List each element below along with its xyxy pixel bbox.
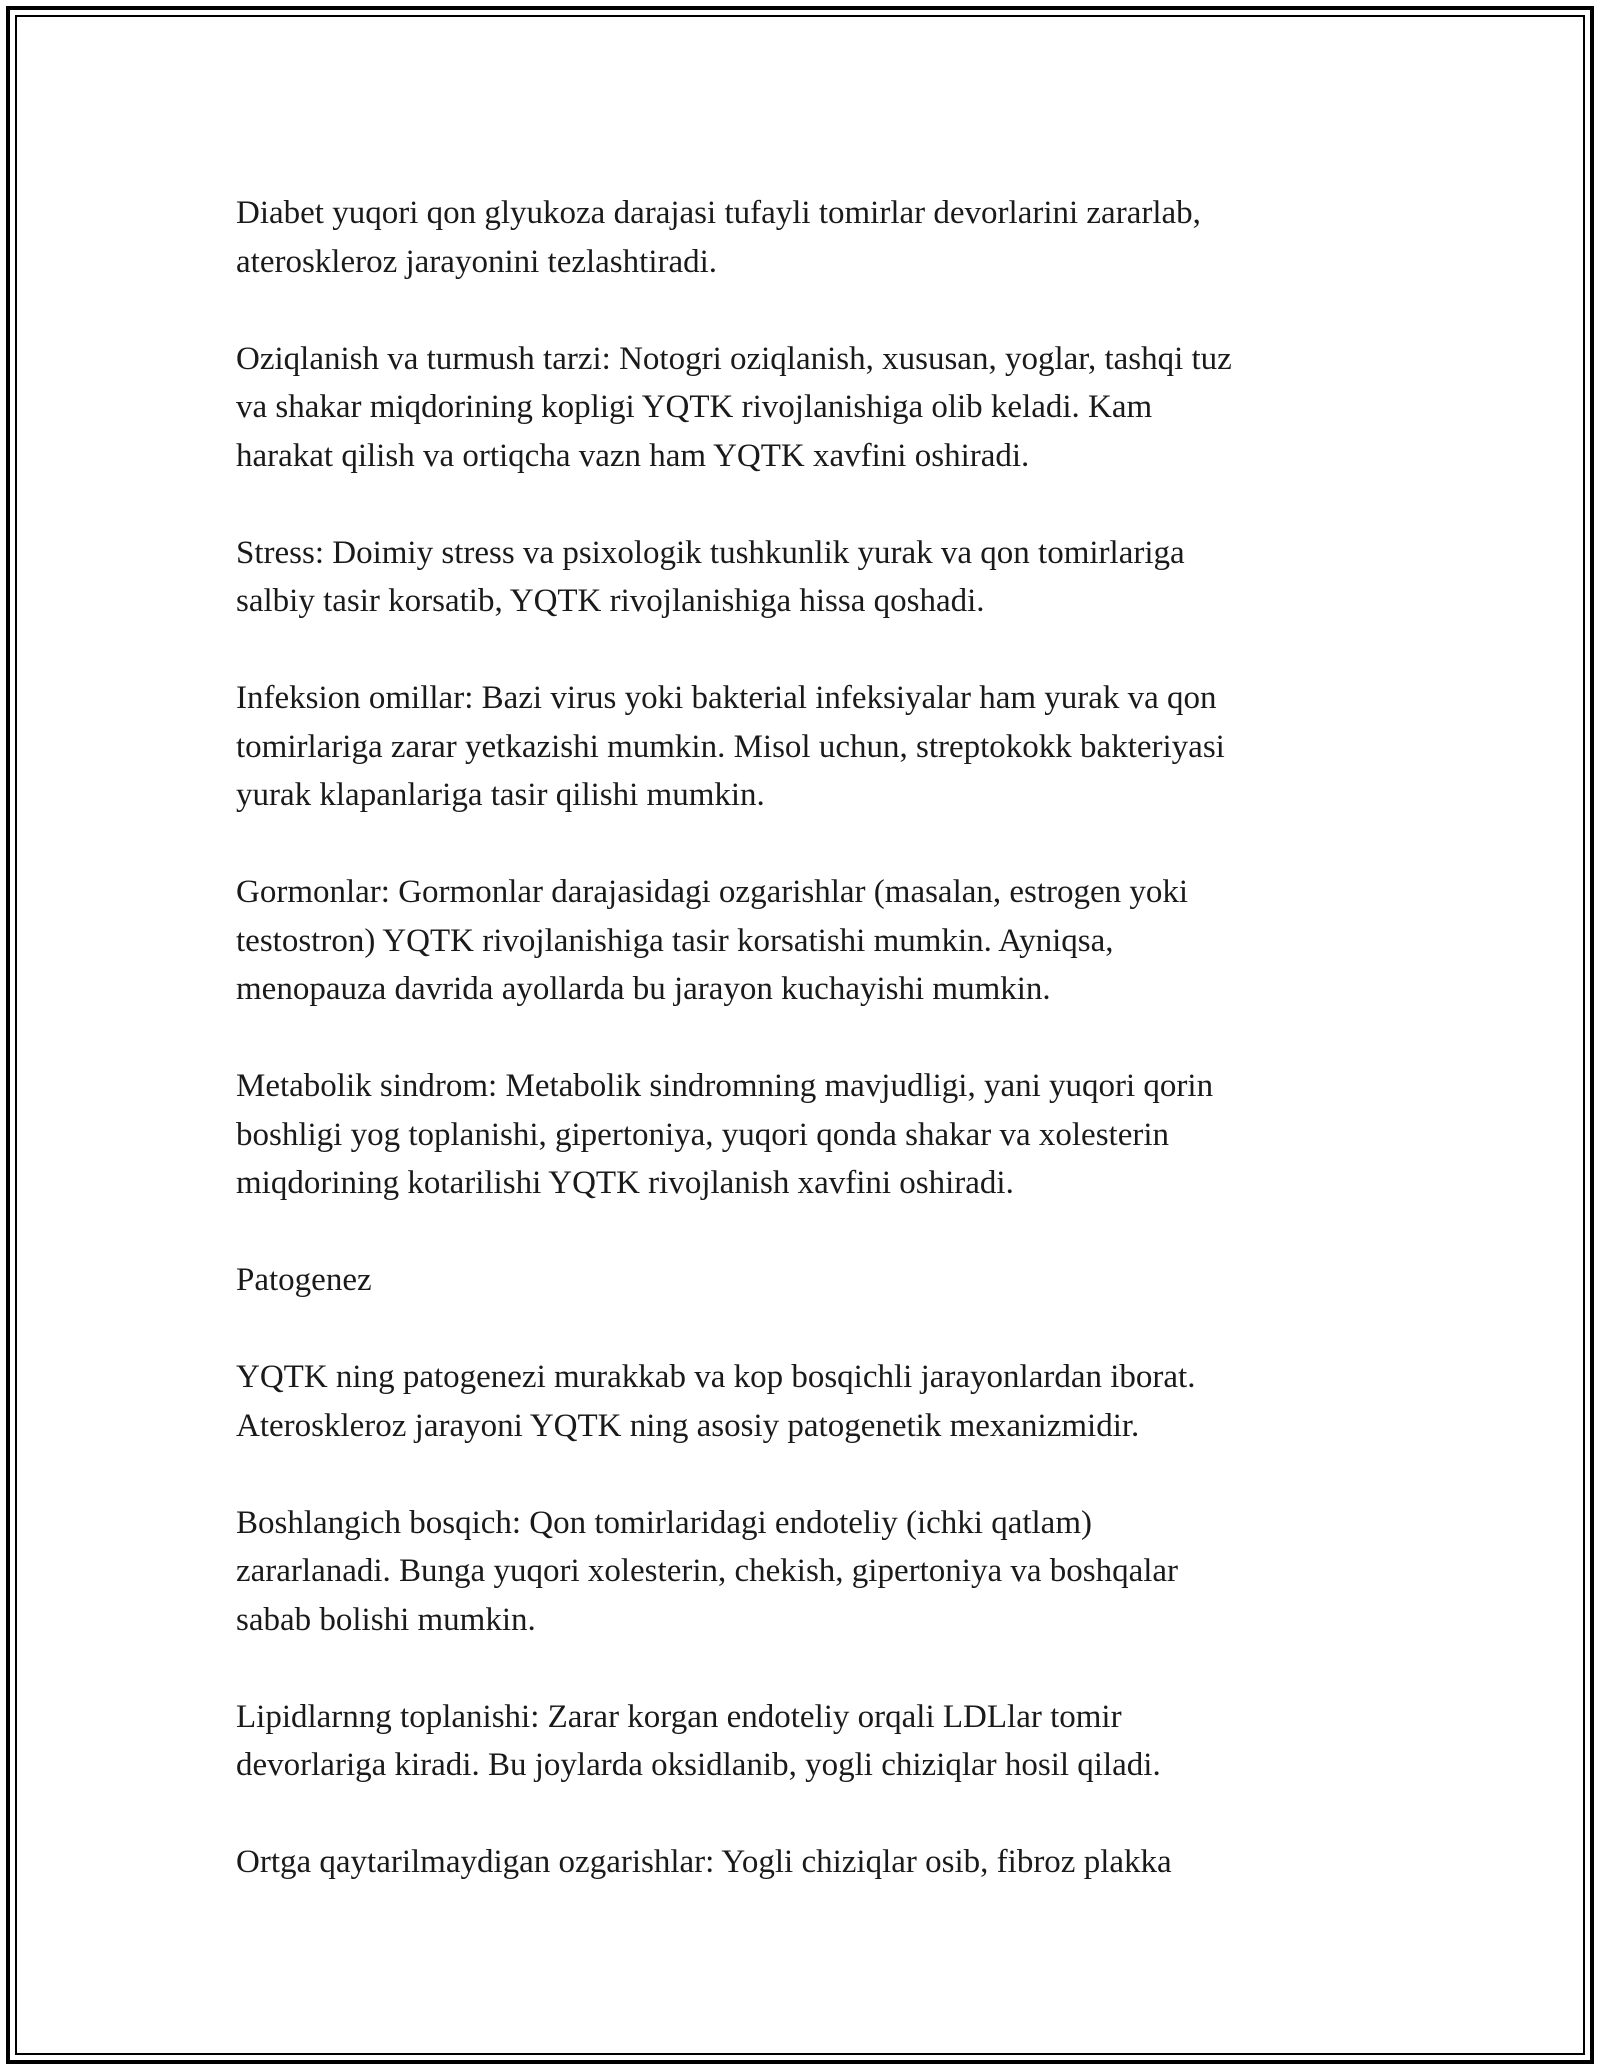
text-line: Gormonlar: Gormonlar darajasidagi ozgarishlar (masalan, estrogen yoki	[236, 874, 1189, 910]
text-line: testostron) YQTK rivojlanishiga tasir korsatishi mumkin. Ayniqsa,	[236, 922, 1114, 959]
text-line: salbiy tasir korsatib, YQTK rivojlanishiga hissa qoshadi.	[236, 583, 985, 619]
text-line: Stress: Doimiy stress va psixologik tushkunlik yurak va qon tomirlariga	[236, 534, 1185, 571]
text-line: harakat qilish va ortiqcha vazn ham YQTK xavfini oshiradi.	[236, 437, 1030, 474]
paragraph	[236, 1693, 1366, 1790]
paragraph	[236, 674, 1366, 820]
paragraph	[236, 529, 1366, 626]
text-line: va shakar miqdorining kopligi YQTK rivojlanishiga olib keladi. Kam	[236, 389, 1153, 425]
paragraph	[236, 1499, 1366, 1645]
text-line: menopauza davrida ayollarda bu jarayon kuchayishi mumkin.	[236, 971, 1051, 1007]
paragraph	[236, 1838, 1366, 1887]
text-line: Infeksion omillar: Bazi virus yoki bakterial infeksiyalar ham yurak va qon	[236, 680, 1217, 716]
text-line: Patogenez	[236, 1262, 372, 1298]
document-body	[236, 189, 1366, 1935]
text-line: Lipidlarnng toplanishi: Zarar korgan endoteliy orqali LDLlar tomir	[236, 1698, 1122, 1735]
text-line: Boshlangich bosqich: Qon tomirlaridagi endoteliy (ichki qatlam)	[236, 1504, 1092, 1541]
text-line: miqdorining kotarilishi YQTK rivojlanish xavfini oshiradi.	[236, 1165, 1014, 1201]
text-line: zararlanadi. Bunga yuqori xolesterin, chekish, gipertoniya va boshqalar	[236, 1553, 1179, 1589]
text-line: yurak klapanlariga tasir qilishi mumkin.	[236, 777, 765, 813]
section-heading	[236, 1256, 1366, 1305]
text-line: Ateroskleroz jarayoni YQTK ning asosiy patogenetik mexanizmidir.	[236, 1407, 1140, 1444]
text-line: Ortga qaytarilmaydigan ozgarishlar: Yogli chiziqlar osib, fibroz plakka	[236, 1844, 1172, 1880]
text-line: YQTK ning patogenezi murakkab va kop bosqichli jarayonlardan iborat.	[236, 1359, 1196, 1395]
text-line: boshligi yog toplanishi, gipertoniya, yuqori qonda shakar va xolesterin	[236, 1116, 1170, 1153]
text-line: Diabet yuqori qon glyukoza darajasi tufayli tomirlar devorlarini zararlab,	[236, 195, 1201, 231]
paragraph	[236, 189, 1366, 286]
paragraph	[236, 1062, 1366, 1208]
text-line: tomirlariga zarar yetkazishi mumkin. Misol uchun, streptokokk bakteriyasi	[236, 728, 1225, 765]
paragraph	[236, 1353, 1366, 1450]
text-line: Metabolik sindrom: Metabolik sindromning mavjudligi, yani yuqori qorin	[236, 1068, 1214, 1104]
text-line: sabab bolishi mumkin.	[236, 1601, 536, 1638]
paragraph	[236, 868, 1366, 1014]
text-line: Oziqlanish va turmush tarzi: Notogri oziqlanish, xususan, yoglar, tashqi tuz	[236, 340, 1232, 377]
text-line: devorlariga kiradi. Bu joylarda oksidlanib, yogli chiziqlar hosil qiladi.	[236, 1747, 1161, 1783]
text-line: ateroskleroz jarayonini tezlashtiradi.	[236, 243, 718, 280]
paragraph	[236, 335, 1366, 481]
